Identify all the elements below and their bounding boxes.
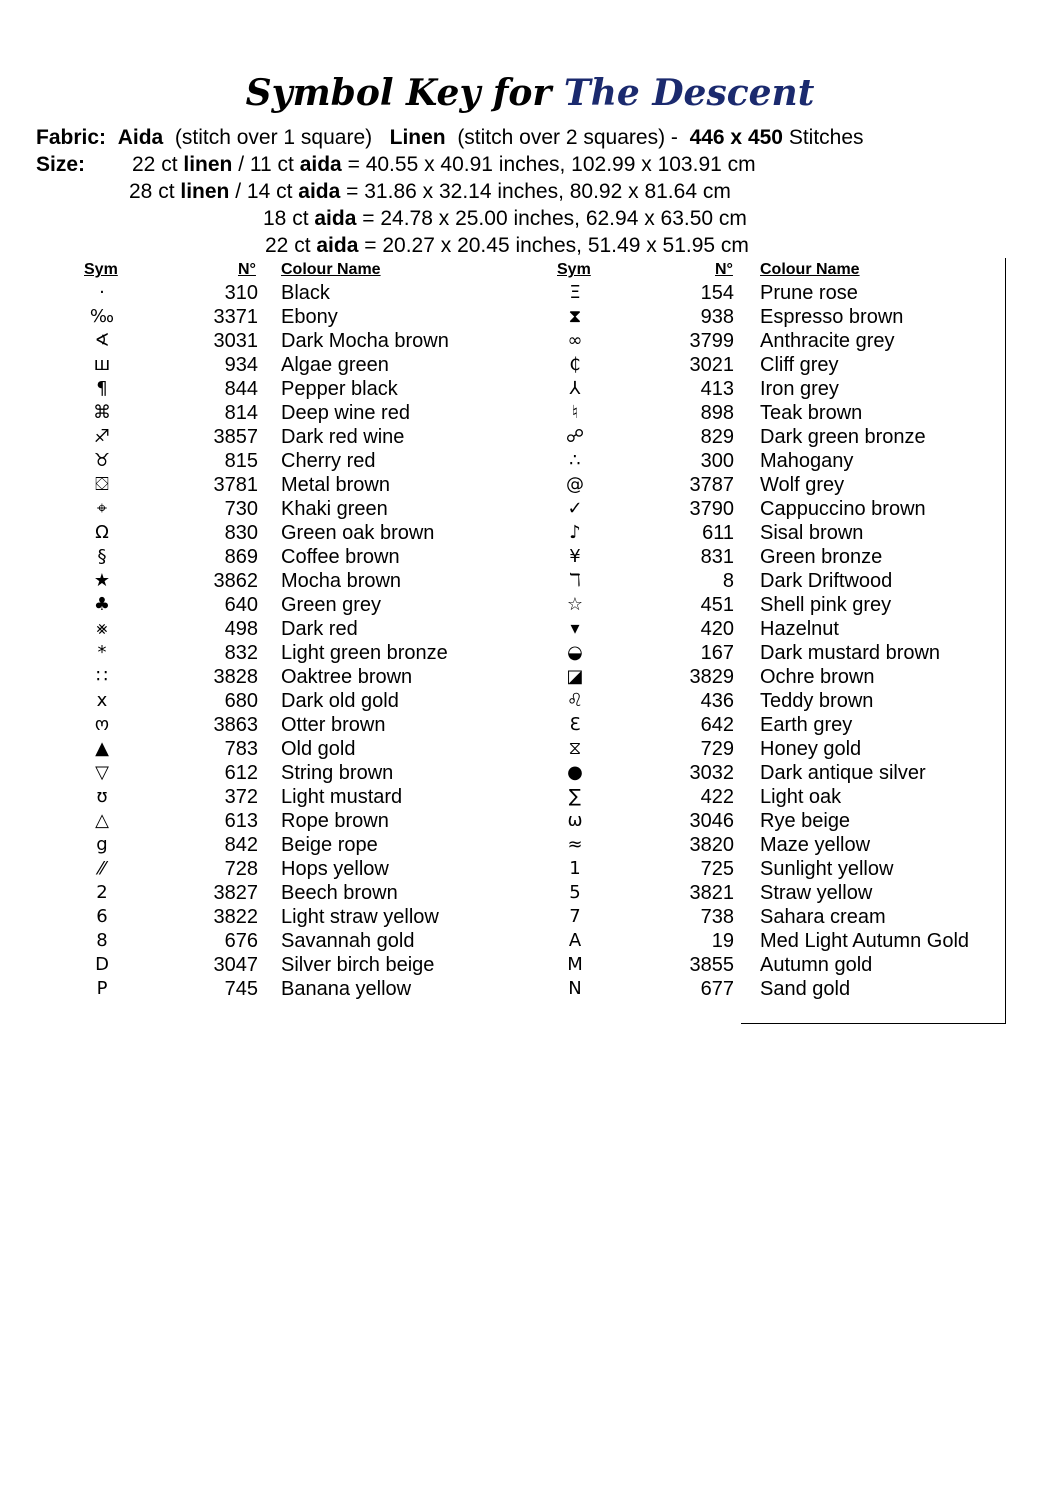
colour-name: Oaktree brown — [281, 666, 413, 688]
colour-name: Iron grey — [760, 378, 839, 400]
colour-name: Ebony — [281, 306, 338, 328]
thread-number: 613 — [224, 810, 258, 832]
thread-number: 869 — [224, 546, 258, 568]
pattern-name: The Descent — [563, 72, 815, 114]
size-label: Size: — [36, 153, 86, 176]
colour-name: Green oak brown — [281, 522, 435, 544]
colour-name: Cappuccino brown — [760, 498, 926, 520]
symbol-glyph: Ɛ — [569, 714, 581, 735]
symbol-glyph: § — [97, 546, 107, 567]
thread-number: 640 — [224, 594, 258, 616]
thread-number: 420 — [700, 618, 734, 640]
symbol-glyph: ♉ — [93, 450, 111, 471]
colour-name: Cherry red — [281, 450, 376, 472]
symbol-glyph: ☆ — [566, 594, 584, 615]
thread-number: 3857 — [213, 426, 258, 448]
page-title — [0, 72, 1060, 114]
fabric-linen-note: (stitch over 2 squares) - — [457, 126, 678, 149]
colour-name: Med Light Autumn Gold — [760, 930, 970, 952]
thread-number: 3047 — [213, 954, 258, 976]
thread-number: 814 — [224, 402, 258, 424]
symbol-glyph: ℸ — [569, 570, 581, 591]
thread-number: 3031 — [213, 330, 258, 352]
thread-number: 3046 — [689, 810, 734, 832]
thread-number: 842 — [224, 834, 258, 856]
symbol-glyph: 7 — [569, 906, 581, 927]
symbol-glyph: ⌖ — [96, 498, 108, 519]
size-line-1 — [132, 153, 756, 177]
symbol-glyph: ⧖ — [568, 738, 582, 759]
colour-name: Dark red wine — [281, 426, 405, 448]
size-fabric: aida — [299, 153, 342, 176]
stitch-count: 446 x 450 — [689, 126, 783, 149]
right-num-header: N° — [715, 261, 733, 278]
thread-number: 844 — [224, 378, 258, 400]
left-sym-header: Sym — [84, 261, 118, 278]
colour-name: Mocha brown — [281, 570, 402, 592]
colour-name: Pepper black — [281, 378, 398, 400]
thread-number: 898 — [700, 402, 734, 424]
colour-name: Dark old gold — [281, 690, 399, 712]
symbol-glyph: g — [96, 834, 108, 855]
colour-name: Sunlight yellow — [760, 858, 894, 880]
thread-number: 167 — [700, 642, 734, 664]
colour-name: Sahara cream — [760, 906, 886, 928]
title-prefix: Symbol Key for — [245, 72, 552, 114]
thread-number: 3032 — [689, 762, 734, 784]
symbol-glyph: ♐ — [93, 426, 111, 447]
symbol-glyph: · — [99, 282, 105, 303]
thread-number: 938 — [700, 306, 734, 328]
thread-number: 3371 — [213, 306, 258, 328]
symbol-glyph: M — [567, 954, 583, 975]
colour-name: Silver birch beige — [281, 954, 435, 976]
colour-name: Green grey — [281, 594, 382, 616]
symbol-glyph: Ω — [95, 522, 109, 543]
symbol-glyph: ◒ — [567, 642, 583, 663]
colour-name: Otter brown — [281, 714, 386, 736]
symbol-glyph: ✓ — [567, 498, 583, 519]
thread-number: 832 — [224, 642, 258, 664]
left-name-header: Colour Name — [281, 261, 381, 278]
thread-number: 451 — [700, 594, 734, 616]
colour-name: Dark green bronze — [760, 426, 926, 448]
thread-number: 745 — [224, 978, 258, 1000]
colour-name: Deep wine red — [281, 402, 410, 424]
thread-number: 3828 — [213, 666, 258, 688]
colour-name: Savannah gold — [281, 930, 415, 952]
symbol-glyph: ★ — [93, 570, 111, 591]
symbol-glyph: N — [568, 978, 582, 999]
thread-number: 3829 — [689, 666, 734, 688]
thread-number: 3799 — [689, 330, 734, 352]
fabric-aida: Aida — [117, 126, 164, 149]
fabric-linen: Linen — [389, 126, 446, 149]
size-line-3 — [263, 207, 747, 231]
fabric-label: Fabric: — [36, 126, 107, 149]
symbol-glyph: ♪ — [569, 522, 581, 543]
thread-number: 3862 — [213, 570, 258, 592]
symbol-glyph: 8 — [96, 930, 108, 951]
symbol-glyph: ● — [567, 762, 583, 783]
size-ct: 18 ct — [263, 207, 309, 230]
colour-name: Hops yellow — [281, 858, 389, 880]
thread-number: 3863 — [213, 714, 258, 736]
symbol-glyph: * — [97, 642, 107, 663]
colour-name: Algae green — [281, 354, 389, 376]
symbol-glyph: 5 — [569, 882, 581, 903]
symbol-glyph: 2 — [96, 882, 108, 903]
colour-name: Sisal brown — [760, 522, 864, 544]
size-ct: 28 ct — [129, 180, 175, 203]
thread-number: 3820 — [689, 834, 734, 856]
symbol-glyph: ω — [567, 810, 583, 831]
thread-number: 680 — [224, 690, 258, 712]
colour-name: Old gold — [281, 738, 356, 760]
size-fabric: aida — [298, 180, 341, 203]
fabric-aida-note: (stitch over 1 square) — [174, 126, 373, 149]
thread-number: 3827 — [213, 882, 258, 904]
thread-number: 310 — [224, 282, 258, 304]
size-ct: / 11 ct — [238, 153, 294, 176]
thread-number: 830 — [224, 522, 258, 544]
thread-number: 677 — [700, 978, 734, 1000]
colour-name: Mahogany — [760, 450, 854, 472]
thread-number: 372 — [224, 786, 258, 808]
colour-name: Wolf grey — [760, 474, 845, 496]
size-line-4 — [265, 234, 749, 258]
right-name-header: Colour Name — [760, 261, 860, 278]
thread-number: 728 — [224, 858, 258, 880]
colour-name: Dark mustard brown — [760, 642, 941, 664]
thread-number: 934 — [224, 354, 258, 376]
thread-number: 611 — [702, 522, 734, 544]
thread-number: 730 — [224, 498, 258, 520]
symbol-glyph: △ — [95, 810, 109, 831]
colour-name: Dark Mocha brown — [281, 330, 449, 352]
size-ct: 22 ct — [132, 153, 178, 176]
colour-name: Dark red — [281, 618, 358, 640]
thread-number: 729 — [700, 738, 734, 760]
thread-number: 3821 — [689, 882, 734, 904]
symbol-glyph: ш — [93, 354, 111, 375]
colour-name: Ochre brown — [760, 666, 875, 688]
colour-name: Light straw yellow — [281, 906, 439, 928]
colour-name: Hazelnut — [760, 618, 839, 640]
table-border-bottom — [741, 1023, 1006, 1024]
thread-number: 3855 — [689, 954, 734, 976]
size-fabric: aida — [314, 207, 357, 230]
colour-name: Shell pink grey — [760, 594, 892, 616]
colour-name: Teak brown — [760, 402, 863, 424]
colour-name: String brown — [281, 762, 394, 784]
colour-name: Cliff grey — [760, 354, 839, 376]
symbol-glyph: ▾ — [570, 618, 580, 639]
colour-name: Dark Driftwood — [760, 570, 893, 592]
thread-number: 19 — [711, 930, 734, 952]
colour-name: Earth grey — [760, 714, 853, 736]
symbol-glyph: ʊ — [96, 786, 108, 807]
symbol-glyph: ⧗ — [568, 306, 582, 327]
symbol-glyph: ¥ — [569, 546, 581, 567]
colour-name: Anthracite grey — [760, 330, 895, 352]
thread-number: 154 — [700, 282, 734, 304]
symbol-glyph: 1 — [569, 858, 581, 879]
size-label-line — [36, 153, 85, 177]
symbol-glyph: ⨳ — [96, 618, 108, 639]
symbol-glyph: ო — [94, 714, 110, 735]
colour-name: Green bronze — [760, 546, 883, 568]
colour-name: Rope brown — [281, 810, 389, 832]
colour-name: Honey gold — [760, 738, 862, 760]
colour-name: Light oak — [760, 786, 842, 808]
colour-name: Straw yellow — [760, 882, 873, 904]
colour-name: Coffee brown — [281, 546, 400, 568]
colour-name: Beige rope — [281, 834, 378, 856]
symbol-glyph: x — [96, 690, 108, 711]
thread-number: 815 — [224, 450, 258, 472]
symbol-glyph: ₵ — [569, 354, 581, 375]
thread-number: 300 — [700, 450, 734, 472]
thread-number: 642 — [700, 714, 734, 736]
symbol-glyph: ◪ — [566, 666, 584, 687]
thread-number: 3781 — [213, 474, 258, 496]
colour-name: Dark antique silver — [760, 762, 926, 784]
symbol-glyph: A — [568, 930, 582, 951]
thread-number: 783 — [224, 738, 258, 760]
size-ct: / 14 ct — [235, 180, 293, 203]
colour-name: Autumn gold — [760, 954, 873, 976]
colour-name: Sand gold — [760, 978, 851, 1000]
table-border-right — [1005, 258, 1006, 1024]
symbol-glyph: Ξ — [569, 282, 581, 303]
size-dimensions: = 20.27 x 20.45 inches, 51.49 x 51.95 cm — [364, 234, 749, 257]
colour-name: Beech brown — [281, 882, 398, 904]
size-fabric: linen — [180, 180, 230, 203]
thread-number: 738 — [700, 906, 734, 928]
stitches-word: Stitches — [788, 126, 864, 149]
thread-number: 413 — [700, 378, 734, 400]
thread-number: 422 — [700, 786, 734, 808]
colour-name: Khaki green — [281, 498, 388, 520]
symbol-glyph: ∴ — [569, 450, 581, 471]
thread-number: 676 — [224, 930, 258, 952]
thread-number: 498 — [224, 618, 258, 640]
thread-number: 831 — [700, 546, 734, 568]
colour-name: Light mustard — [281, 786, 403, 808]
thread-number: 3790 — [689, 498, 734, 520]
symbol-glyph: ⅄ — [569, 378, 581, 399]
symbol-glyph: D — [95, 954, 109, 975]
symbol-glyph: ⁄⁄ — [98, 858, 105, 879]
symbol-glyph: ♌ — [566, 690, 584, 711]
colour-name: Metal brown — [281, 474, 390, 496]
thread-number: 829 — [700, 426, 734, 448]
colour-name: Black — [281, 282, 330, 304]
symbol-glyph: ♮ — [571, 402, 579, 423]
colour-name: Espresso brown — [760, 306, 904, 328]
thread-number: 3021 — [689, 354, 734, 376]
symbol-glyph: ∷ — [96, 666, 108, 687]
symbol-glyph: ≈ — [567, 834, 583, 855]
colour-name: Light green bronze — [281, 642, 448, 664]
left-num-header: N° — [238, 261, 256, 278]
fabric-line — [36, 126, 864, 150]
symbol-glyph: ¶ — [96, 378, 108, 399]
colour-name: Prune rose — [760, 282, 858, 304]
thread-number: 3822 — [213, 906, 258, 928]
symbol-glyph: ∑ — [568, 786, 582, 807]
symbol-glyph: P — [96, 978, 108, 999]
colour-name: Rye beige — [760, 810, 851, 832]
thread-number: 725 — [700, 858, 734, 880]
size-dimensions: = 40.55 x 40.91 inches, 102.99 x 103.91 cm — [347, 153, 756, 176]
colour-name: Maze yellow — [760, 834, 871, 856]
thread-number: 436 — [700, 690, 734, 712]
size-fabric: aida — [316, 234, 359, 257]
symbol-glyph: ∢ — [94, 330, 110, 351]
thread-number: 8 — [722, 570, 734, 592]
thread-number: 3787 — [689, 474, 734, 496]
symbol-glyph: ▲ — [95, 738, 109, 759]
size-ct: 22 ct — [265, 234, 311, 257]
right-sym-header: Sym — [557, 261, 591, 278]
colour-name: Banana yellow — [281, 978, 412, 1000]
symbol-glyph: 6 — [96, 906, 108, 927]
thread-number: 612 — [224, 762, 258, 784]
size-dimensions: = 31.86 x 32.14 inches, 80.92 x 81.64 cm — [346, 180, 731, 203]
symbol-glyph: ☍ — [565, 426, 585, 447]
symbol-glyph: ▽ — [95, 762, 109, 783]
symbol-glyph: @ — [566, 474, 584, 495]
symbol-glyph: ♣ — [93, 594, 111, 615]
symbol-glyph: ‰ — [89, 306, 115, 327]
size-dimensions: = 24.78 x 25.00 inches, 62.94 x 63.50 cm — [362, 207, 747, 230]
size-fabric: linen — [183, 153, 233, 176]
colour-name: Teddy brown — [760, 690, 874, 712]
symbol-glyph: ⌘ — [93, 402, 111, 423]
symbol-glyph: ∞ — [567, 330, 583, 351]
size-line-2 — [129, 180, 731, 204]
symbol-glyph: ⛋ — [95, 474, 109, 495]
